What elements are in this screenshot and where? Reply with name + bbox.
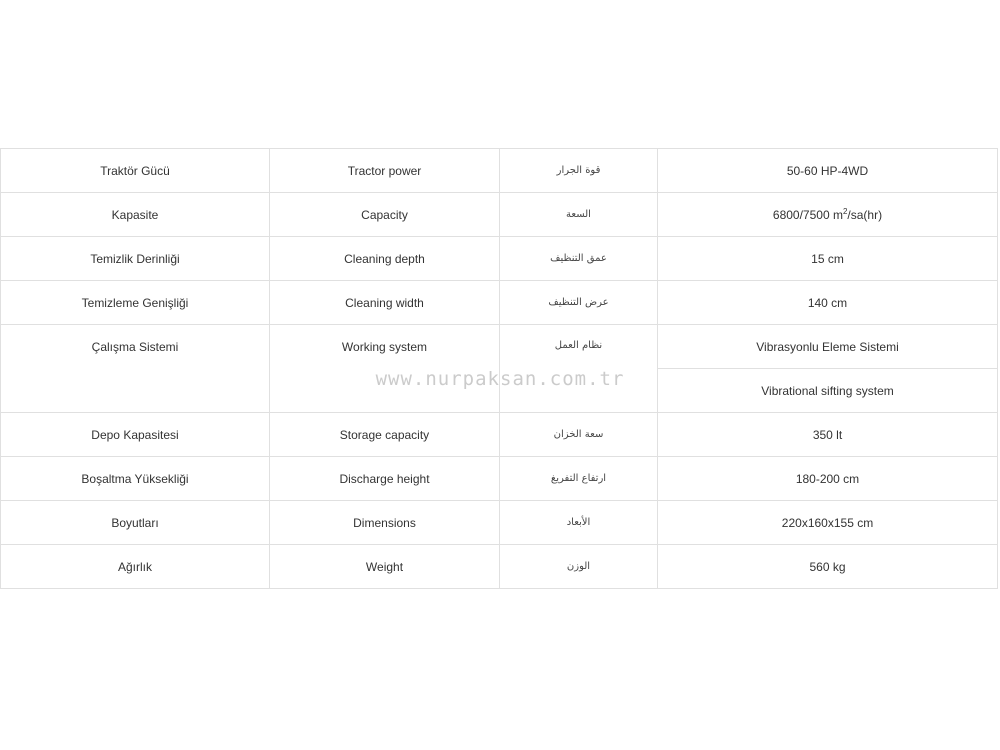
spec-value: 50-60 HP-4WD — [658, 149, 998, 193]
capacity-unit-suffix: /sa(hr) — [847, 207, 883, 222]
spec-label-ar: عرض التنظيف — [500, 281, 658, 325]
spec-value: 180-200 cm — [658, 457, 998, 501]
spec-label-en: Weight — [270, 545, 500, 589]
spec-label-ar: قوة الجرار — [500, 149, 658, 193]
spec-value — [658, 193, 998, 237]
spec-label-en: Tractor power — [270, 149, 500, 193]
spec-label-tr: Boşaltma Yüksekliği — [1, 457, 270, 501]
table-row — [1, 413, 998, 457]
spec-value: Vibrasyonlu Eleme Sistemi — [658, 325, 998, 369]
spec-label-tr: Ağırlık — [1, 545, 270, 589]
spec-label-ar: سعة الخزان — [500, 413, 658, 457]
spec-label-ar: نظام العمل — [500, 325, 658, 413]
table-row — [1, 501, 998, 545]
spec-label-tr: Traktör Gücü — [1, 149, 270, 193]
spec-value: 350 lt — [658, 413, 998, 457]
spec-label-ar: السعة — [500, 193, 658, 237]
spec-value: 140 cm — [658, 281, 998, 325]
spec-label-tr: Kapasite — [1, 193, 270, 237]
spec-label-en: Dimensions — [270, 501, 500, 545]
spec-label-en: Storage capacity — [270, 413, 500, 457]
spec-sheet — [0, 148, 998, 589]
table-row — [1, 193, 998, 237]
spec-label-ar: ارتفاع التفريغ — [500, 457, 658, 501]
spec-label-en: Cleaning depth — [270, 237, 500, 281]
watermark: www.nurpaksan.com.tr — [375, 368, 625, 390]
spec-label-en: Discharge height — [270, 457, 500, 501]
table-row — [1, 325, 998, 369]
spec-label-tr: Temizleme Genişliği — [1, 281, 270, 325]
spec-label-en: Capacity — [270, 193, 500, 237]
table-row — [1, 281, 998, 325]
spec-label-en: Cleaning width — [270, 281, 500, 325]
spec-label-tr: Depo Kapasitesi — [1, 413, 270, 457]
spec-label-tr: Çalışma Sistemi — [1, 325, 270, 413]
spec-label-ar: عمق التنظيف — [500, 237, 658, 281]
spec-value-secondary: Vibrational sifting system — [658, 369, 998, 413]
spec-label-tr: Boyutları — [1, 501, 270, 545]
spec-label-ar: الوزن — [500, 545, 658, 589]
table-row — [1, 149, 998, 193]
table-row — [1, 545, 998, 589]
spec-value: 15 cm — [658, 237, 998, 281]
spec-value: 220x160x155 cm — [658, 501, 998, 545]
table-row — [1, 457, 998, 501]
spec-label-en: Working system — [270, 325, 500, 413]
spec-value: 560 kg — [658, 545, 998, 589]
spec-table — [0, 148, 998, 589]
table-row — [1, 237, 998, 281]
spec-label-tr: Temizlik Derinliği — [1, 237, 270, 281]
capacity-value: 6800/7500 m — [772, 207, 843, 222]
capacity-unit-exponent: 2 — [842, 206, 848, 216]
spec-label-ar: الأبعاد — [500, 501, 658, 545]
